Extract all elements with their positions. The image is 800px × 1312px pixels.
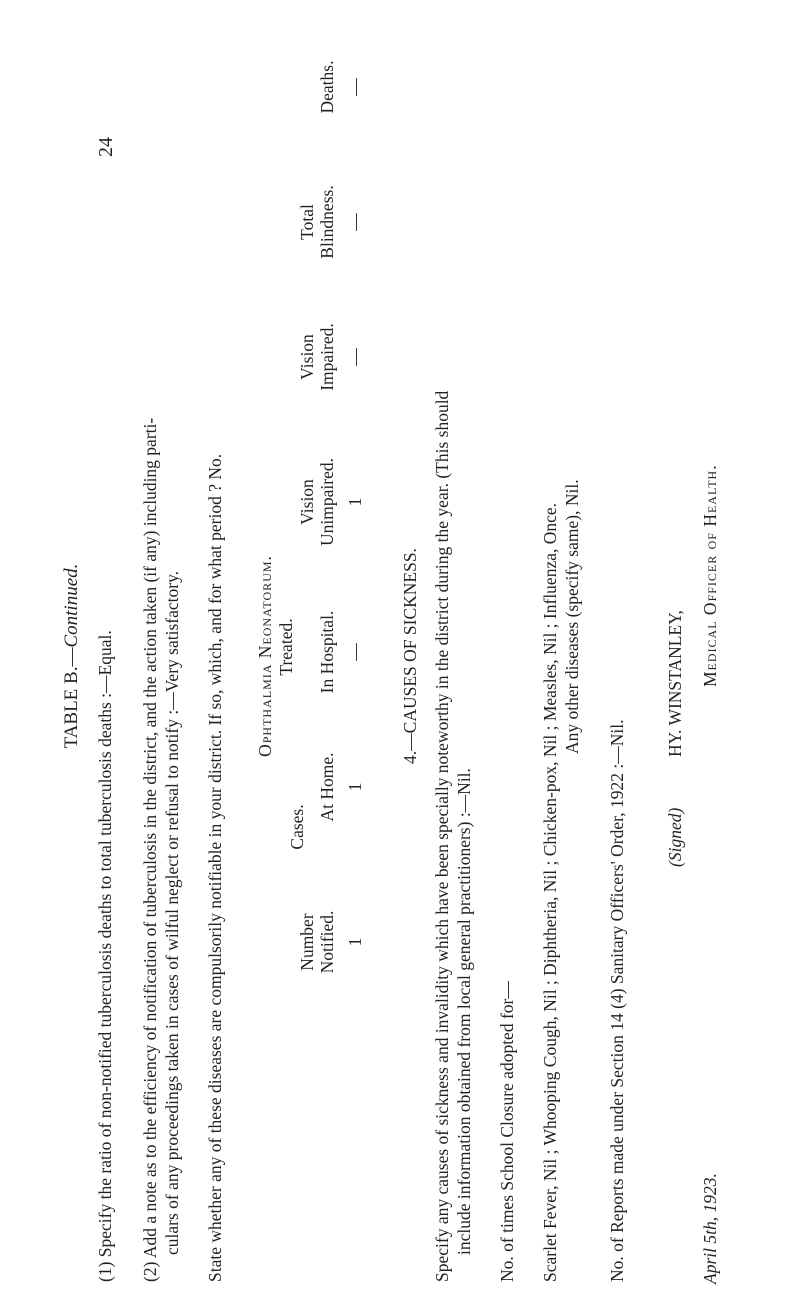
col-header-treated: Treated. bbox=[276, 618, 296, 676]
value-vision-impaired: — bbox=[345, 348, 365, 366]
col-header-vision-impaired-2: Impaired. bbox=[317, 323, 337, 391]
signature-title: Medical Officer of Health. bbox=[700, 464, 720, 687]
col-header-cases: Cases. bbox=[287, 804, 307, 850]
school-closure: No. of times School Closure adopted for— bbox=[497, 981, 517, 1282]
signed-label: (Signed) bbox=[665, 807, 685, 867]
value-deaths: — bbox=[345, 78, 365, 96]
question-2-line-2: culars of any proceedings taken in cases of wilful neglect or refusal to notify :—Very satisfactory. bbox=[162, 570, 182, 1255]
col-header-in-hospital: In Hospital. bbox=[317, 610, 337, 694]
sickness-specify-line-1: Specify any causes of sickness and invalidity which have been specially noteworthy in the district during the year. (This should bbox=[432, 390, 452, 1282]
value-vision-unimpaired: 1 bbox=[345, 497, 365, 507]
col-header-at-home: At Home. bbox=[317, 752, 337, 822]
col-header-notified: Notified. bbox=[317, 910, 337, 974]
col-header-total-blindness-1: Total bbox=[297, 204, 317, 240]
page-number: 24 bbox=[95, 137, 117, 157]
col-header-number: Number bbox=[297, 913, 317, 971]
value-total-blindness: — bbox=[345, 213, 365, 231]
signature-name: HY. WINSTANLEY, bbox=[665, 610, 685, 757]
col-header-vision-unimpaired-2: Unimpaired. bbox=[317, 458, 337, 546]
col-header-total-blindness-2: Blindness. bbox=[317, 185, 337, 259]
col-header-vision-unimpaired-1: Vision bbox=[297, 479, 317, 525]
sickness-heading: 4.—CAUSES OF SICKNESS. bbox=[400, 548, 420, 764]
table-title-continued: Continued. bbox=[61, 563, 82, 648]
ophthalmia-heading: Ophthalmia Neonatorum. bbox=[255, 555, 275, 757]
diseases-line-2: Any other diseases (specify same), Nil. bbox=[562, 479, 582, 754]
table-title-main: TABLE B.— bbox=[61, 647, 82, 749]
col-header-deaths: Deaths. bbox=[317, 60, 337, 114]
question-2-line-1: (2) Add a note as to the efficiency of notification of tuberculosis in the district, and the action taken (if any) including parti- bbox=[140, 417, 160, 1282]
sickness-specify-line-2: include information obtained from local general practitioners) :—Nil. bbox=[454, 768, 474, 1255]
reports-line: No. of Reports made under Section 14 (4) Sanitary Officers' Order, 1922 :—Nil. bbox=[607, 719, 627, 1282]
question-3: State whether any of these diseases are compulsorily notifiable in your district. If so, which, and for what period ? No. bbox=[205, 453, 225, 1282]
col-header-vision-impaired-1: Vision bbox=[297, 334, 317, 380]
table-title bbox=[62, 0, 82, 1312]
question-1: (1) Specify the ratio of non-notified tuberculosis deaths to total tuberculosis deaths :—Equal. bbox=[95, 630, 115, 1282]
value-in-hospital: — bbox=[345, 643, 365, 661]
diseases-line-1: Scarlet Fever, Nil ; Whooping Cough, Nil ; Diphtheria, Nil ; Chicken-pox, Nil ; Measles, Nil ; Influenza, Once. bbox=[540, 502, 560, 1282]
signature-date: April 5th, 1923. bbox=[700, 1173, 720, 1284]
value-number-notified: 1 bbox=[345, 937, 365, 947]
value-at-home: 1 bbox=[345, 782, 365, 792]
